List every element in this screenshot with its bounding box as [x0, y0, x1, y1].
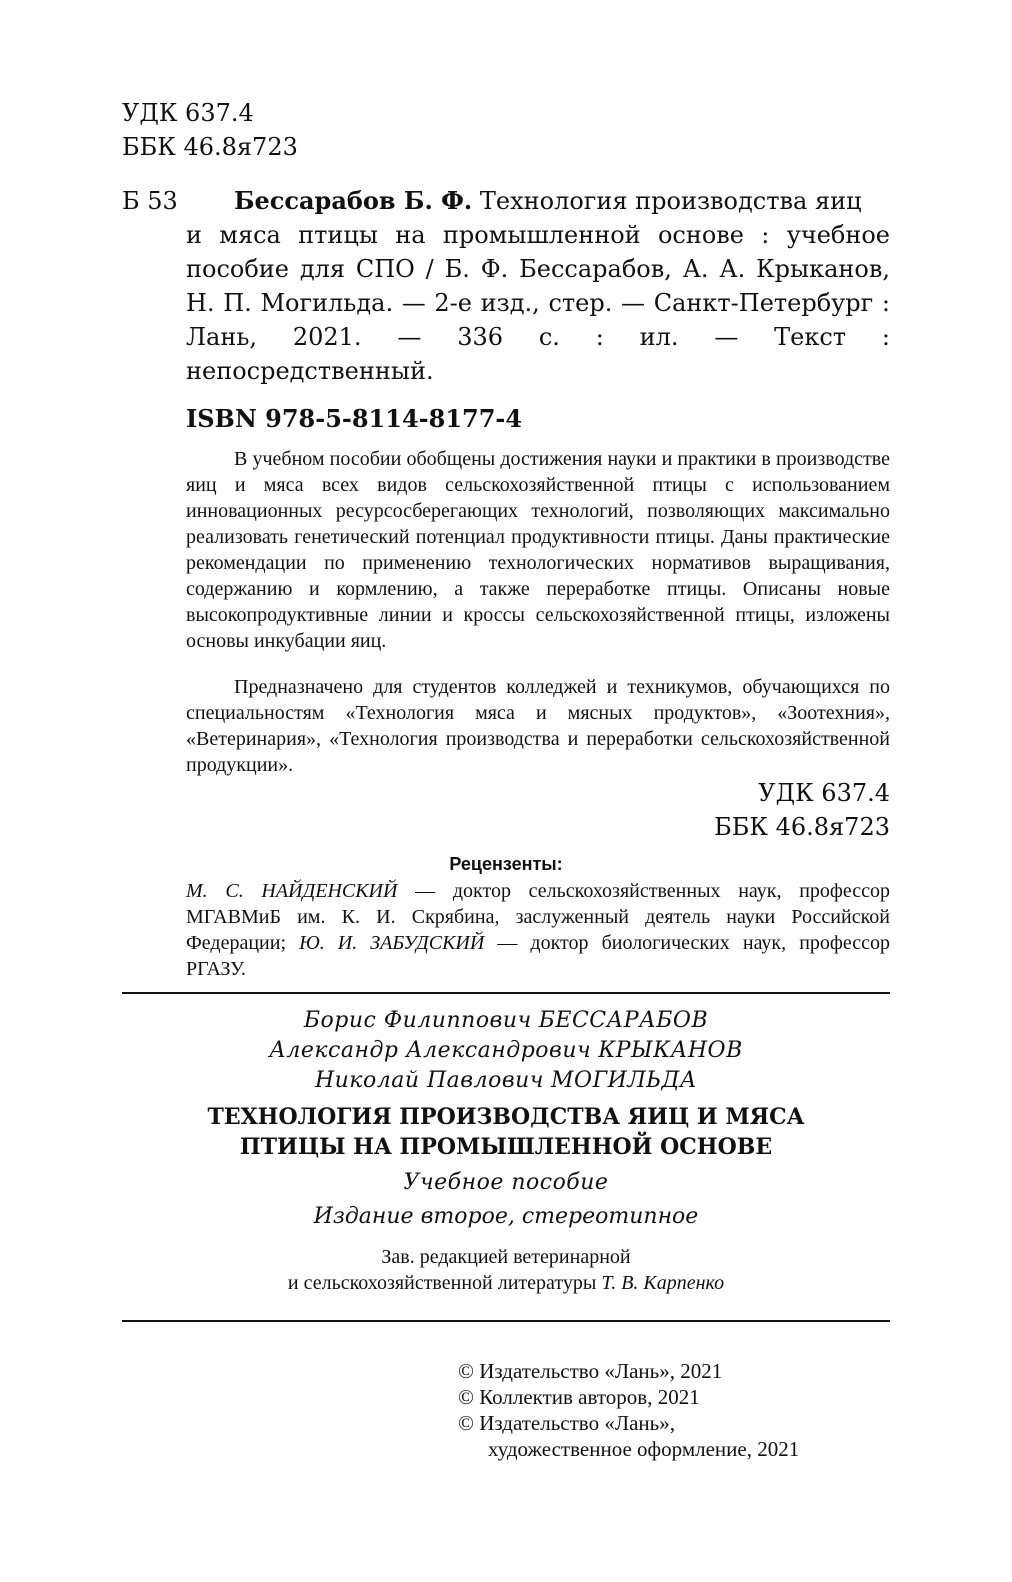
isbn: ISBN 978-5-8114-8177-4 [186, 404, 523, 433]
author-1-given: Борис Филиппович [303, 1008, 532, 1033]
catalog-index: Б 53 [122, 187, 178, 215]
author-1-family: БЕССАРАБОВ [538, 1008, 709, 1033]
reviewer-1-credentials: — доктор сельскохозяйственных наук, профессор МГАВМиБ им. К. И. Скрябина, заслуженный деятель науки Российской Федерации; [186, 880, 891, 954]
catalog-description: и мяса птицы на промышленной основе : учебное пособие для СПО / Б. Ф. Бессарабов, А. А. Крыканов, Н. П. Могильда. — 2-е изд., стер. — Санкт-Петербург : Лань, 2021. — 336 с. : ил. — Текст : непосредственный. [186, 221, 890, 385]
bbk-code: ББК 46.8я723 [122, 133, 298, 161]
annotation-paragraph-1: В учебном пособии обобщены достижения науки и практики в производстве яиц и мяса всех видов сельскохозяйственной птицы с использованием инновационных ресурсосберегающих технологий, позволяющих максимально реализовать генетический потенциал продуктивности птицы. Даны практические рекомендации по применению технологических нормативов выращивания, содержанию и кормлению, а также переработке птицы. Описаны новые высокопродуктивные линии и кроссы сельскохозяйственной птицы, изложены основы инкубации яиц. [186, 448, 890, 652]
udk-code-right: УДК 637.4 [758, 779, 890, 807]
reviewer-2-name: Ю. И. ЗАБУДСКИЙ [299, 932, 485, 954]
reviewer-2-credentials: — доктор биологических наук, профессор РГАЗУ. [186, 932, 890, 980]
copyright-line-4: художественное оформление, 2021 [488, 1437, 800, 1461]
reviewer-1-name: М. С. НАЙДЕНСКИЙ [186, 880, 398, 902]
author-3-given: Николай Павлович [314, 1068, 544, 1093]
editor-role: и сельскохозяйственной литературы [287, 1272, 602, 1294]
divider-top [122, 992, 890, 994]
author-3-family: МОГИЛЬДА [551, 1068, 698, 1093]
editor-line-2 [122, 1270, 890, 1296]
author-1 [122, 1006, 890, 1036]
editor-line-1: Зав. редакцией ветеринарной [381, 1246, 631, 1268]
annotation-paragraph-2: Предназначено для студентов колледжей и техникумов, обучающихся по специальностям «Технология мяса и мясных продуктов», «Зоотехния», «Ветеринария», «Технология производства и переработки сельскохозяйственной продукции». [186, 676, 890, 776]
catalog-description-start: Технология производства яиц [479, 187, 862, 215]
book-title-line-2: ПТИЦЫ НА ПРОМЫШЛЕННОЙ ОСНОВЕ [239, 1134, 773, 1160]
author-2-given: Александр Александрович [269, 1038, 592, 1063]
bbk-code-right: ББК 46.8я723 [714, 813, 890, 841]
editor-name: Т. В. Карпенко [601, 1272, 725, 1294]
divider-bottom [122, 1320, 890, 1322]
author-3 [122, 1066, 890, 1096]
copyright-line-1: © Издательство «Лань», 2021 [458, 1359, 723, 1383]
catalog-author: Бессарабов Б. Ф. [234, 186, 473, 215]
book-type: Учебное пособие [403, 1170, 609, 1195]
author-2 [122, 1036, 890, 1066]
book-title-line-1: ТЕХНОЛОГИЯ ПРОИЗВОДСТВА ЯИЦ И МЯСА [207, 1104, 805, 1130]
copyright-line-2: © Коллектив авторов, 2021 [458, 1385, 700, 1409]
reviewers-text [178, 878, 890, 982]
catalog-first-line [234, 184, 890, 218]
reviewers-heading: Рецензенты: [449, 854, 563, 874]
author-2-family: КРЫКАНОВ [598, 1038, 743, 1063]
book-edition: Издание второе, стереотипное [313, 1204, 699, 1229]
udk-code: УДК 637.4 [122, 99, 254, 127]
copyright-line-3: © Издательство «Лань», [458, 1411, 675, 1435]
